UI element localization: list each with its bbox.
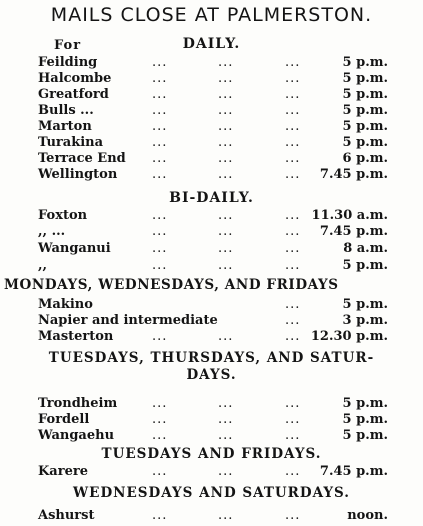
leader-dots: ... xyxy=(285,329,301,344)
leader-dots: ... xyxy=(152,508,168,523)
place-name: ,, xyxy=(38,258,48,273)
leader-dots: ... xyxy=(218,412,234,427)
leader-dots: ... xyxy=(285,103,301,118)
leader-dots: ... xyxy=(152,208,168,223)
close-time: 7.45 p.m. xyxy=(319,464,388,479)
place-name: Halcombe xyxy=(38,71,112,86)
leader-dots: ... xyxy=(218,119,234,134)
leader-dots: ... xyxy=(152,103,168,118)
leader-dots: ... xyxy=(285,71,301,86)
tts-header-line-1: TUESDAYS, THURSDAYS, AND SATUR- xyxy=(48,350,375,366)
schedule-row xyxy=(0,329,423,345)
leader-dots: ... xyxy=(218,224,234,239)
leader-dots: ... xyxy=(152,135,168,150)
place-name: Foxton xyxy=(38,208,88,223)
place-name: Terrace End xyxy=(38,151,126,166)
place-name: Wangaehu xyxy=(38,428,115,443)
place-name: Greatford xyxy=(38,87,109,102)
leader-dots: ... xyxy=(285,258,301,273)
leader-dots: ... xyxy=(152,396,168,411)
leader-dots: ... xyxy=(218,428,234,443)
place-name: Masterton xyxy=(38,329,114,344)
leader-dots: ... xyxy=(152,167,168,182)
schedule-row xyxy=(0,241,423,257)
leader-dots: ... xyxy=(285,412,301,427)
schedule-row xyxy=(0,167,423,183)
leader-dots: ... xyxy=(285,119,301,134)
ws-header: WEDNESDAYS AND SATURDAYS. xyxy=(73,485,350,501)
leader-dots: ... xyxy=(218,55,234,70)
close-time: 5 p.m. xyxy=(342,103,388,118)
place-name: Ashurst xyxy=(38,508,95,523)
leader-dots: ... xyxy=(218,208,234,223)
leader-dots: ... xyxy=(218,87,234,102)
leader-dots: ... xyxy=(218,508,234,523)
for-label: For xyxy=(54,38,82,53)
leader-dots: ... xyxy=(285,464,301,479)
leader-dots: ... xyxy=(152,224,168,239)
place-name: Feilding xyxy=(38,55,98,70)
close-time: 11.30 a.m. xyxy=(311,208,388,223)
place-name: Napier and intermediate xyxy=(38,313,218,328)
leader-dots: ... xyxy=(152,412,168,427)
schedule-row xyxy=(0,412,423,428)
close-time: 5 p.m. xyxy=(342,258,388,273)
leader-dots: ... xyxy=(152,464,168,479)
page-title: MAILS CLOSE AT PALMERSTON. xyxy=(50,4,373,26)
close-time: noon. xyxy=(347,508,388,523)
leader-dots: ... xyxy=(218,464,234,479)
leader-dots: ... xyxy=(285,55,301,70)
schedule-row xyxy=(0,135,423,151)
place-name: Wanganui xyxy=(38,241,111,256)
place-name: Trondheim xyxy=(38,396,118,411)
schedule-row xyxy=(0,313,423,329)
schedule-row xyxy=(0,428,423,444)
leader-dots: ... xyxy=(218,258,234,273)
schedule-row xyxy=(0,258,423,274)
leader-dots: ... xyxy=(285,508,301,523)
schedule-row xyxy=(0,396,423,412)
place-name: Karere xyxy=(38,464,88,479)
close-time: 7.45 p.m. xyxy=(319,167,388,182)
bi-daily-header: BI-DAILY. xyxy=(169,190,254,206)
schedule-row xyxy=(0,508,423,524)
leader-dots: ... xyxy=(152,151,168,166)
schedule-row xyxy=(0,87,423,103)
close-time: 6 p.m. xyxy=(342,151,388,166)
leader-dots: ... xyxy=(285,396,301,411)
schedule-row xyxy=(0,151,423,167)
place-name: Marton xyxy=(38,119,92,134)
schedule-row xyxy=(0,224,423,240)
close-time: 3 p.m. xyxy=(342,313,388,328)
leader-dots: ... xyxy=(152,55,168,70)
leader-dots: ... xyxy=(285,151,301,166)
leader-dots: ... xyxy=(285,428,301,443)
close-time: 5 p.m. xyxy=(342,71,388,86)
leader-dots: ... xyxy=(152,241,168,256)
close-time: 12.30 p.m. xyxy=(310,329,388,344)
schedule-row xyxy=(0,208,423,224)
schedule-row xyxy=(0,297,423,313)
leader-dots: ... xyxy=(285,313,301,328)
leader-dots: ... xyxy=(218,167,234,182)
leader-dots: ... xyxy=(218,71,234,86)
close-time: 5 p.m. xyxy=(342,119,388,134)
leader-dots: ... xyxy=(218,103,234,118)
tts-header-line-2: DAYS. xyxy=(186,367,237,383)
leader-dots: ... xyxy=(218,241,234,256)
place-name: Fordell xyxy=(38,412,90,427)
leader-dots: ... xyxy=(285,135,301,150)
close-time: 5 p.m. xyxy=(342,428,388,443)
place-name: Makino xyxy=(38,297,93,312)
schedule-row xyxy=(0,103,423,119)
leader-dots: ... xyxy=(152,71,168,86)
leader-dots: ... xyxy=(285,241,301,256)
leader-dots: ... xyxy=(285,87,301,102)
schedule-row xyxy=(0,119,423,135)
place-name: ,, ... xyxy=(38,224,66,239)
close-time: 5 p.m. xyxy=(342,135,388,150)
close-time: 8 a.m. xyxy=(343,241,388,256)
leader-dots: ... xyxy=(152,329,168,344)
mwf-header: MONDAYS, WEDNESDAYS, AND FRIDAYS xyxy=(4,277,339,293)
leader-dots: ... xyxy=(285,224,301,239)
leader-dots: ... xyxy=(152,258,168,273)
daily-header: DAILY. xyxy=(182,36,241,52)
leader-dots: ... xyxy=(218,135,234,150)
leader-dots: ... xyxy=(152,119,168,134)
leader-dots: ... xyxy=(285,167,301,182)
schedule-row xyxy=(0,55,423,71)
leader-dots: ... xyxy=(285,297,301,312)
close-time: 5 p.m. xyxy=(342,55,388,70)
place-name: Turakina xyxy=(38,135,104,150)
close-time: 5 p.m. xyxy=(342,412,388,427)
tf-header: TUESDAYS AND FRIDAYS. xyxy=(101,446,322,462)
leader-dots: ... xyxy=(152,87,168,102)
close-time: 5 p.m. xyxy=(342,297,388,312)
close-time: 5 p.m. xyxy=(342,396,388,411)
leader-dots: ... xyxy=(218,329,234,344)
leader-dots: ... xyxy=(218,151,234,166)
leader-dots: ... xyxy=(285,208,301,223)
place-name: Wellington xyxy=(38,167,118,182)
schedule-row xyxy=(0,464,423,480)
close-time: 7.45 p.m. xyxy=(319,224,388,239)
schedule-row xyxy=(0,71,423,87)
place-name: Bulls ... xyxy=(38,103,94,118)
close-time: 5 p.m. xyxy=(342,87,388,102)
leader-dots: ... xyxy=(152,428,168,443)
leader-dots: ... xyxy=(218,396,234,411)
